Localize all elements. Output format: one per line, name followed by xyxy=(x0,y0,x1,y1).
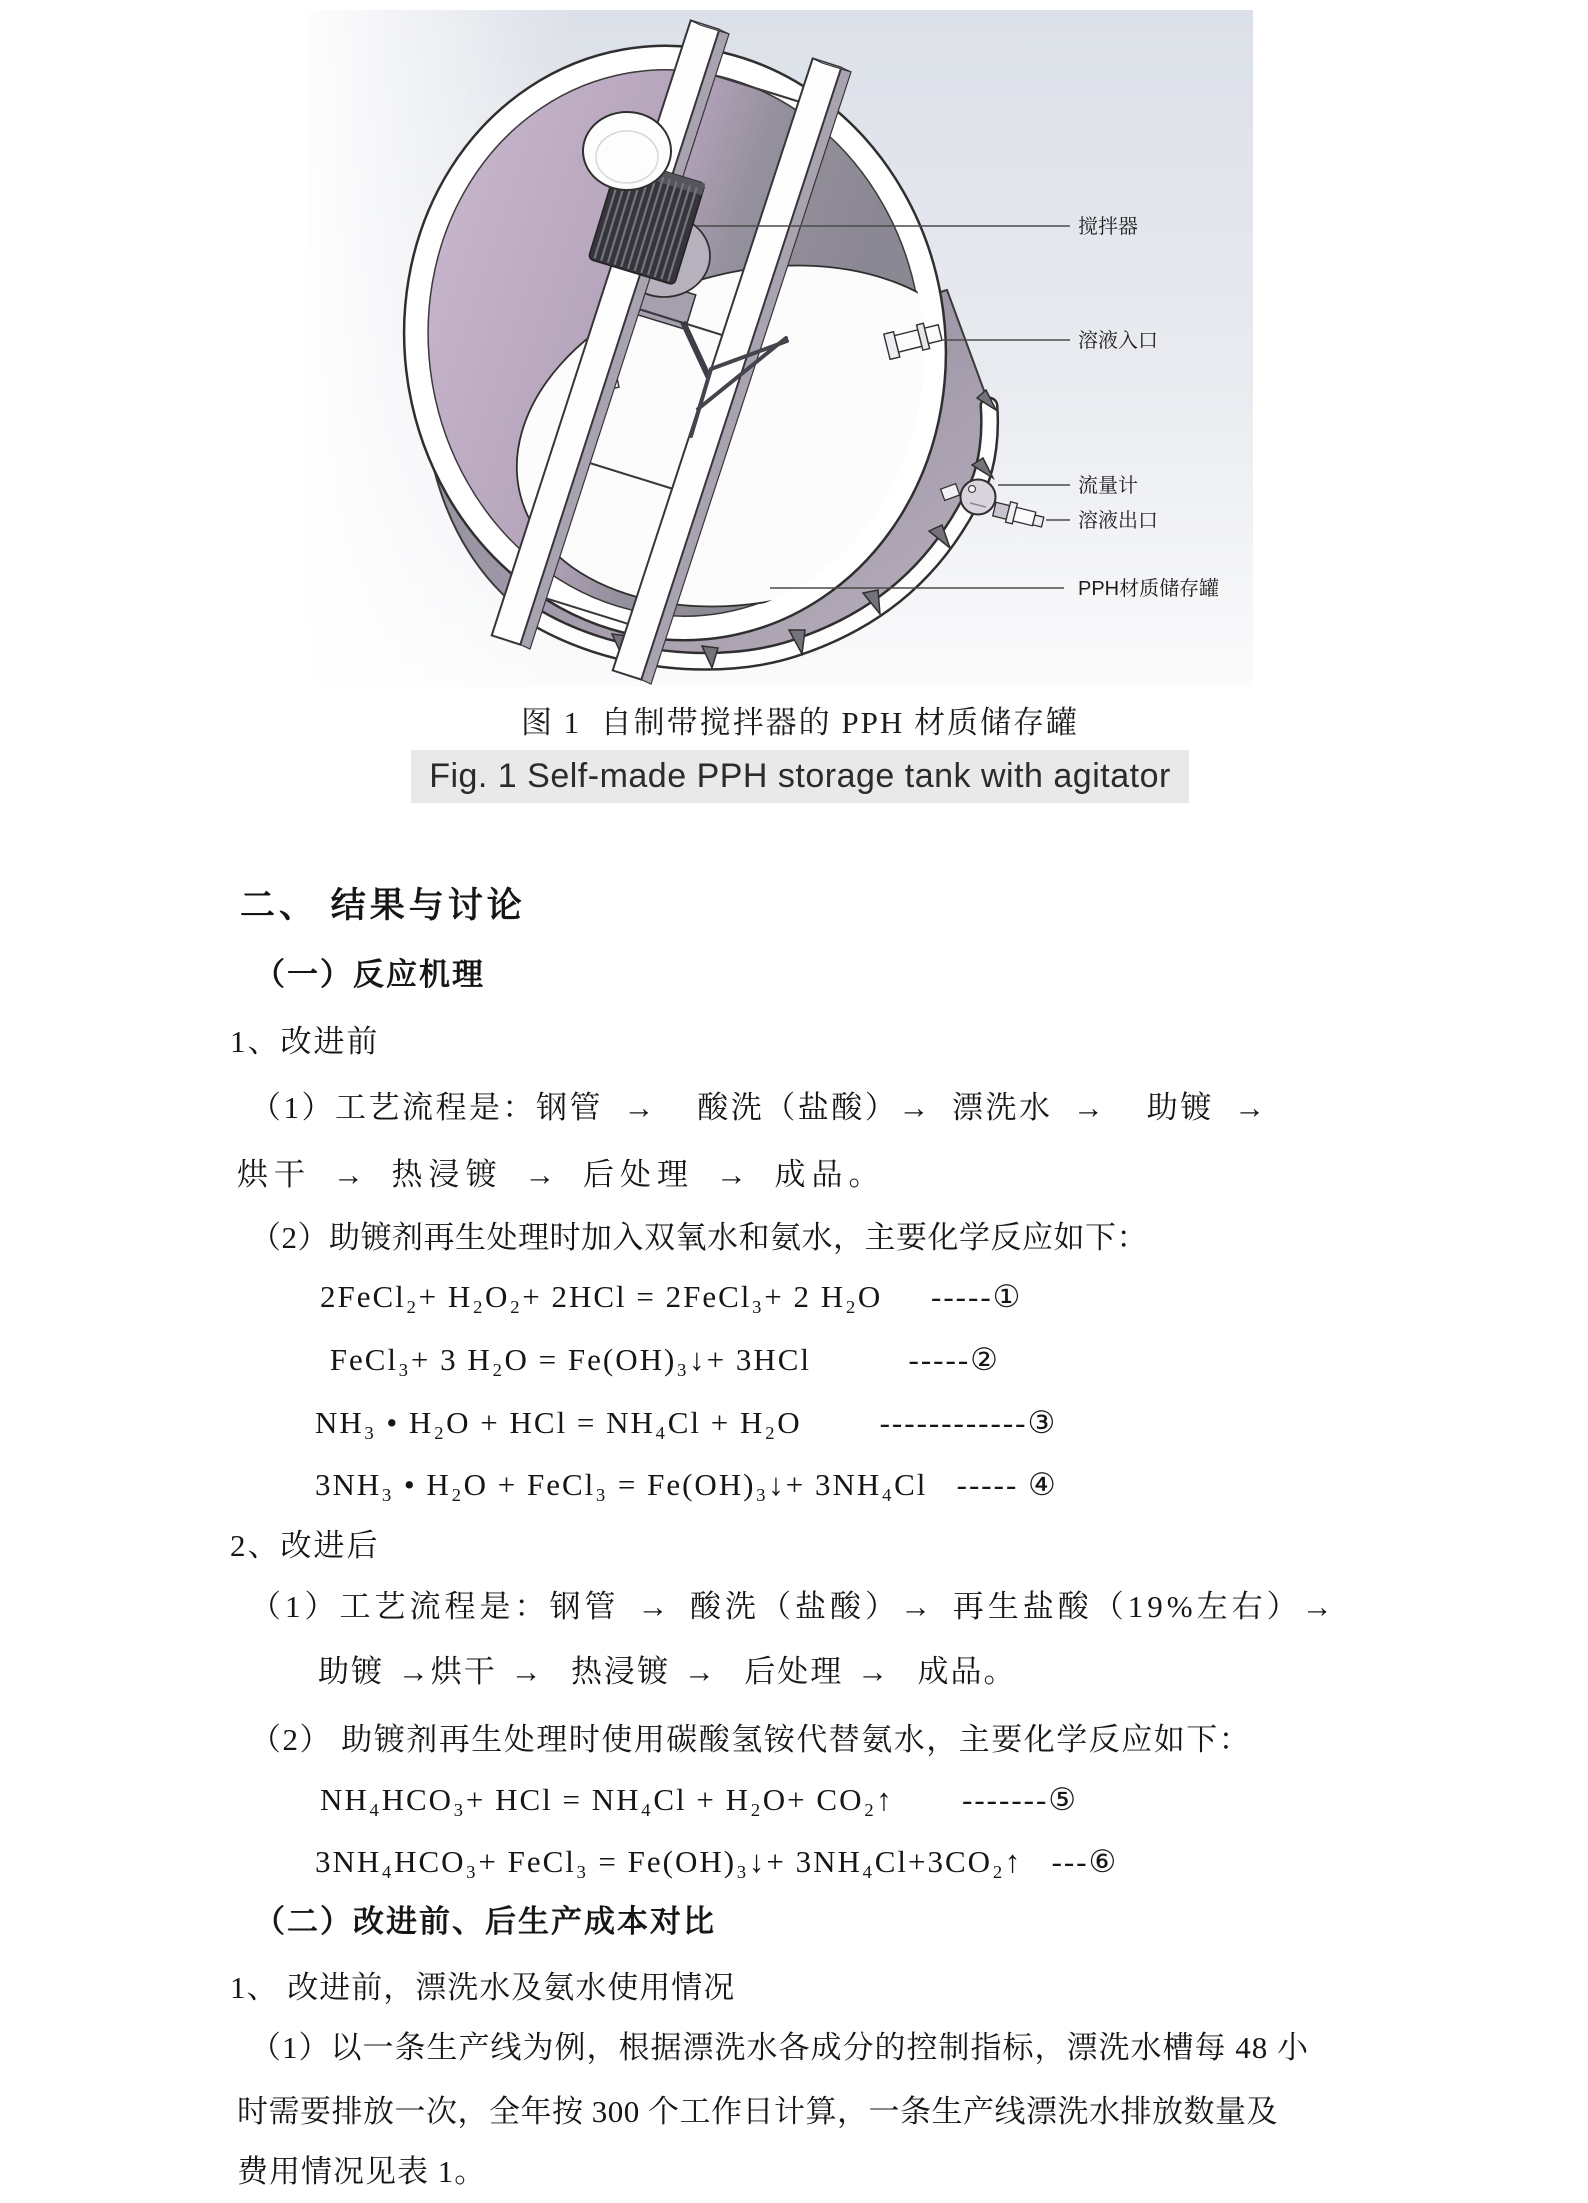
label-outlet: 溶液出口 xyxy=(1078,510,1158,532)
equation-4: 3NH₃ • H₂O + FeCl₃ = Fe(OH)₃↓+ 3NH₄Cl ----- ④ xyxy=(315,1467,1058,1502)
label-agitator: 搅拌器 xyxy=(1078,216,1138,238)
figure-caption-en: Fig. 1 Self-made PPH storage tank with agitator xyxy=(411,750,1189,803)
equation-2: FeCl₃+ 3 H₂O = Fe(OH)₃↓+ 3HCl -----② xyxy=(320,1342,1000,1377)
section-heading: 二、 结果与讨论 xyxy=(240,886,526,925)
after-flow-line-1: （1）工艺流程是：钢管 → 酸洗（盐酸）→ 再生盐酸（19%左右）→ xyxy=(250,1589,1337,1624)
equation-3: NH₃ • H₂O + HCl = NH₄Cl + H₂O ------------③ xyxy=(315,1405,1058,1440)
before-label: 1、改进前 xyxy=(230,1024,380,1059)
before-flow-line-1: （1）工艺流程是：钢管 → 酸洗（盐酸）→ 漂洗水 → 助镀 → xyxy=(250,1090,1268,1125)
tank-illustration xyxy=(307,10,1253,687)
after-label: 2、改进后 xyxy=(230,1528,380,1563)
equation-1: 2FeCl₂+ H₂O₂+ 2HCl = 2FeCl₃+ 2 H₂O -----① xyxy=(320,1279,1023,1314)
cost-label: 1、 改进前，漂洗水及氨水使用情况 xyxy=(230,1970,736,2005)
figure-caption-en-row xyxy=(240,750,1360,803)
figure-caption-zh: 图 1 自制带搅拌器的 PPH 材质储存罐 xyxy=(520,705,1080,740)
after-chem-intro: （2） 助镀剂再生处理时使用碳酸氢铵代替氨水，主要化学反应如下： xyxy=(250,1722,1252,1757)
after-flow-line-2: 助镀 →烘干 → 热浸镀 → 后处理 → 成品。 xyxy=(318,1654,1017,1689)
cost-paragraph-3: 费用情况见表 1。 xyxy=(237,2154,487,2189)
label-flowmeter: 流量计 xyxy=(1078,475,1138,497)
before-chem-intro: （2）助镀剂再生处理时加入双氧水和氨水，主要化学反应如下： xyxy=(250,1220,1148,1255)
cost-paragraph-2: 时需要排放一次，全年按 300 个工作日计算，一条生产线漂洗水排放数量及 xyxy=(237,2094,1278,2129)
before-flow-line-2: 烘干 → 热浸镀 → 后处理 → 成品。 xyxy=(237,1157,886,1192)
label-tank: PPH材质储存罐 xyxy=(1078,578,1220,600)
sub-heading-1: （一）反应机理 xyxy=(254,957,485,992)
cost-paragraph-1: （1）以一条生产线为例，根据漂洗水各成分的控制指标，漂洗水槽每 48 小 xyxy=(250,2030,1309,2065)
sub-heading-2: （二）改进前、后生产成本对比 xyxy=(254,1904,716,1939)
equation-5: NH₄HCO₃+ HCl = NH₄Cl + H₂O+ CO₂↑ -------⑤ xyxy=(320,1782,1079,1817)
figure-1 xyxy=(307,10,1253,687)
label-inlet: 溶液入口 xyxy=(1078,330,1158,352)
equation-6: 3NH₄HCO₃+ FeCl₃ = Fe(OH)₃↓+ 3NH₄Cl+3CO₂↑ ---⑥ xyxy=(315,1844,1119,1879)
